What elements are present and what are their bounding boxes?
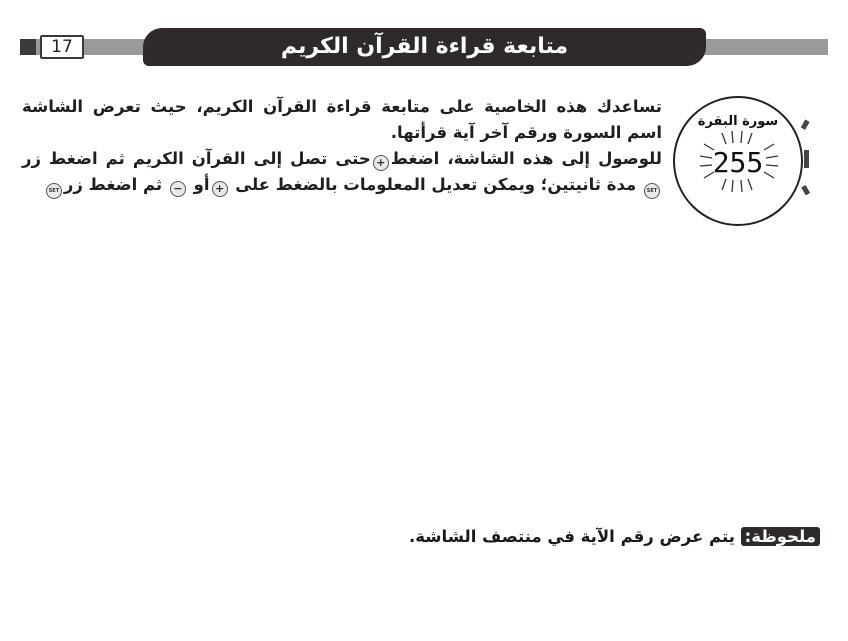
header-bar-stub [20,39,36,55]
plus-button-icon: + [212,181,228,197]
page-title: متابعة قراءة القرآن الكريم [143,28,706,66]
note-label: ملحوظة: [741,527,820,546]
note [300,527,820,546]
page-number: 17 [40,35,84,59]
intro-paragraph: تساعدك هذه الخاصية على متابعة قراءة القرآن الكريم، حيث تعرض الشاشة اسم السورة ورقم آخر آية قرأتها. [22,97,662,142]
set-button-icon: SET [644,183,660,199]
header-bar-right [690,39,828,55]
note-text: يتم عرض رقم الآية في منتصف الشاشة. [409,527,735,546]
plus-button-icon: + [373,155,389,171]
watch-button-icon [804,150,809,168]
surah-name: سورة البقرة [697,114,779,129]
watch-button-icon [801,185,810,195]
set-button-icon: SET [46,183,62,199]
ayah-number: 255 [712,146,764,179]
minus-button-icon: − [170,181,186,197]
steps-paragraph: للوصول إلى هذه الشاشة، اضغط+حتى تصل إلى القرآن الكريم ثم اضغط زر SET مدة ثانيتين؛ ويمكن تعديل المعلومات بالضغط على +أو − ثم اضغط زرSET [22,146,662,199]
instructions-text [22,94,662,199]
watch-button-icon [801,120,810,130]
watch-display-illustration [666,86,816,236]
